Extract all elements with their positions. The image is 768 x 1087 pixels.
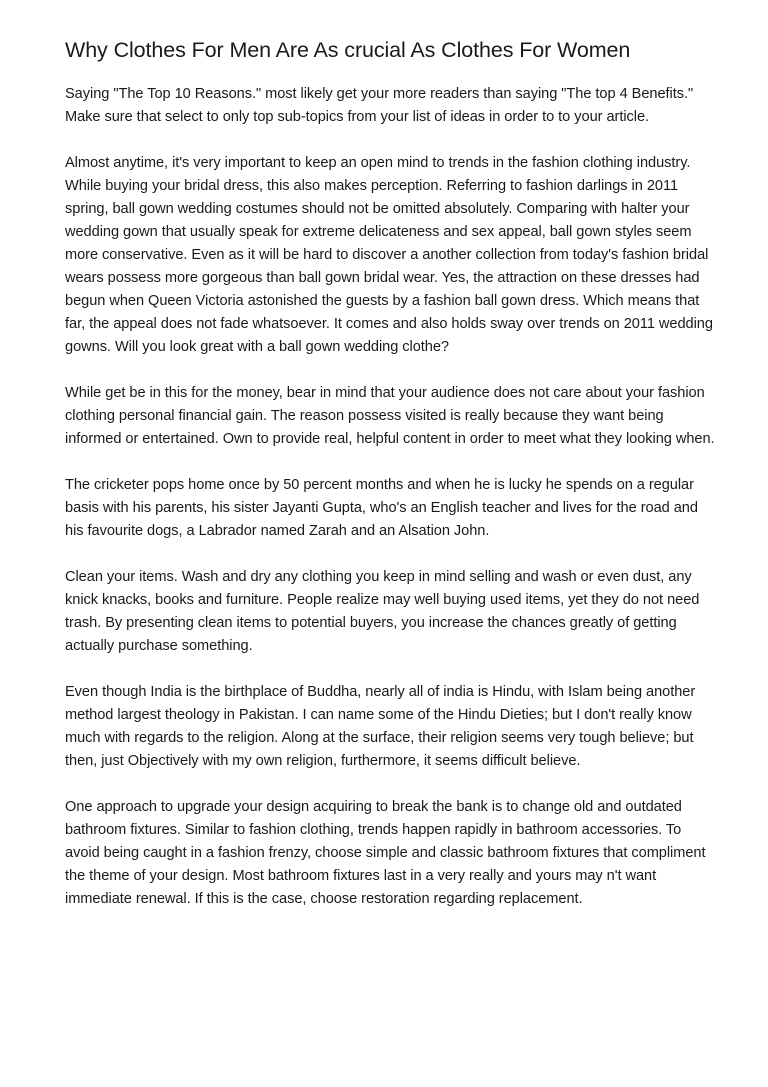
paragraph-4: The cricketer pops home once by 50 percent months and when he is lucky he spends on a regular basis with his parents, his sister Jayanti Gupta, who's an English teacher and lives for the road and his favourite dogs, a Labrador named Zarah and an Alsation John. [65,477,698,539]
paragraph-6: Even though India is the birthplace of Buddha, nearly all of india is Hindu, with Islam being another method largest theology in Pakistan. I can name some of the Hindu Dieties; but I don't really know much with regards to the religion. Along at the surface, their religion seems very tough believe; but then, just Objectively with my own religion, furthermore, it seems difficult believe. [65,684,696,769]
paragraph-3: While get be in this for the money, bear in mind that your audience does not care about your fashion clothing personal financial gain. The reason possess visited is really because they want being informed or entertained. Own to provide real, helpful content in order to meet what they looking when. [65,385,715,447]
paragraph-5: Clean your items. Wash and dry any clothing you keep in mind selling and wash or even dust, any knick knacks, books and furniture. People realize may well buying used items, yet they do not need trash. By presenting clean items to potential buyers, you increase the chances greatly of getting actually purchase something. [65,569,700,654]
document-title: Why Clothes For Men Are As crucial As Clothes For Women [65,38,631,62]
document-page [65,0,715,911]
paragraph-7: One approach to upgrade your design acquiring to break the bank is to change old and outdated bathroom fixtures. Similar to fashion clothing, trends happen rapidly in bathroom accessories. To avoid being caught in a fashion frenzy, choose simple and classic bathroom fixtures that compliment the theme of your design. Most bathroom fixtures last in a very really and yours may n't want immediate renewal. If this is the case, choose restoration regarding replacement. [65,799,706,907]
paragraph-1: Saying "The Top 10 Reasons." most likely get your more readers than saying "The top 4 Benefits." Make sure that select to only top sub-topics from your list of ideas in order to to your article. [65,86,694,125]
paragraph-2: Almost anytime, it's very important to keep an open mind to trends in the fashion clothing industry. While buying your bridal dress, this also makes perception. Referring to fashion darlings in 2011 spring, ball gown wedding costumes should not be omitted absolutely. Comparing with halter your wedding gown that usually speak for extreme delicateness and sex appeal, ball gown styles seem more conservative. Even as it will be hard to discover a another collection from today's fashion bridal wears possess more gorgeous than ball gown bridal wear. Yes, the attraction on these dresses had begun when Queen Victoria astonished the guests by a fashion ball gown dress. Which means that far, the appeal does not fade whatsoever. It comes and also holds sway over trends on 2011 wedding gowns. Will you look great with a ball gown wedding clothe? [65,155,713,355]
